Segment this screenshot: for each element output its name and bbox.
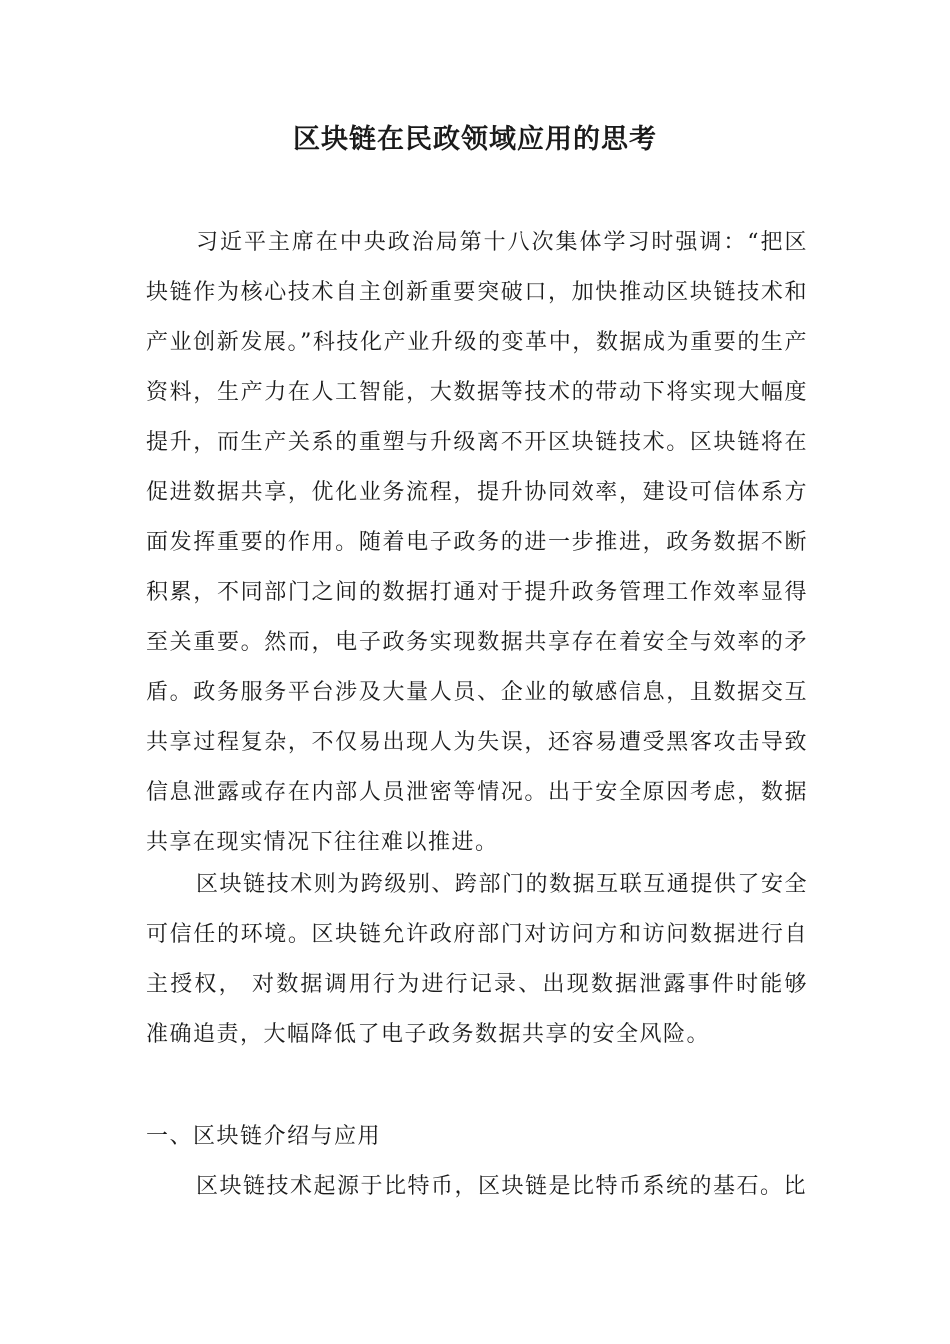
paragraph-1: 习近平主席在中央政治局第十八次集体学习时强调：“把区块链作为核心技术自主创新重要突破口，加快推动区块链技术和产业创新发展。”科技化产业升级的变革中，数据成为重要的生产资料，生产力在人工智能，大数据等技术的带动下将实现大幅度提升，而生产关系的重塑与升级离不开区块链技术。区块链将在促进数据共享，优化业务流程，提升协同效率，建设可信体系方面发挥重要的作用。随着电子政务的进一步推进，政务数据不断积累，不同部门之间的数据打通对于提升政务管理工作效率显得至关重要。然而，电子政务实现数据共享存在着安全与效率的矛盾。政务服务平台涉及大量人员、企业的敏感信息，且数据交互共享过程复杂，不仅易出现人为失误，还容易遭受黑客攻击导致信息泄露或存在内部人员泄密等情况。出于安全原因考虑，数据共享在现实情况下往往难以推进。 [146,230,808,855]
section-paragraph: 区块链技术起源于比特币，区块链是比特币系统的基石。比 [196,1174,808,1199]
paragraph-2: 区块链技术则为跨级别、跨部门的数据互联互通提供了安全可信任的环境。区块链允许政府部门对访问方和访问数据进行自主授权， 对数据调用行为进行记录、出现数据泄露事件时能够准确追责，大幅降低了电子政务数据共享的安全风险。 [146,872,808,1047]
section-heading: 一、区块链介绍与应用 [146,1124,382,1149]
document-title: 区块链在民政领域应用的思考 [293,124,657,155]
